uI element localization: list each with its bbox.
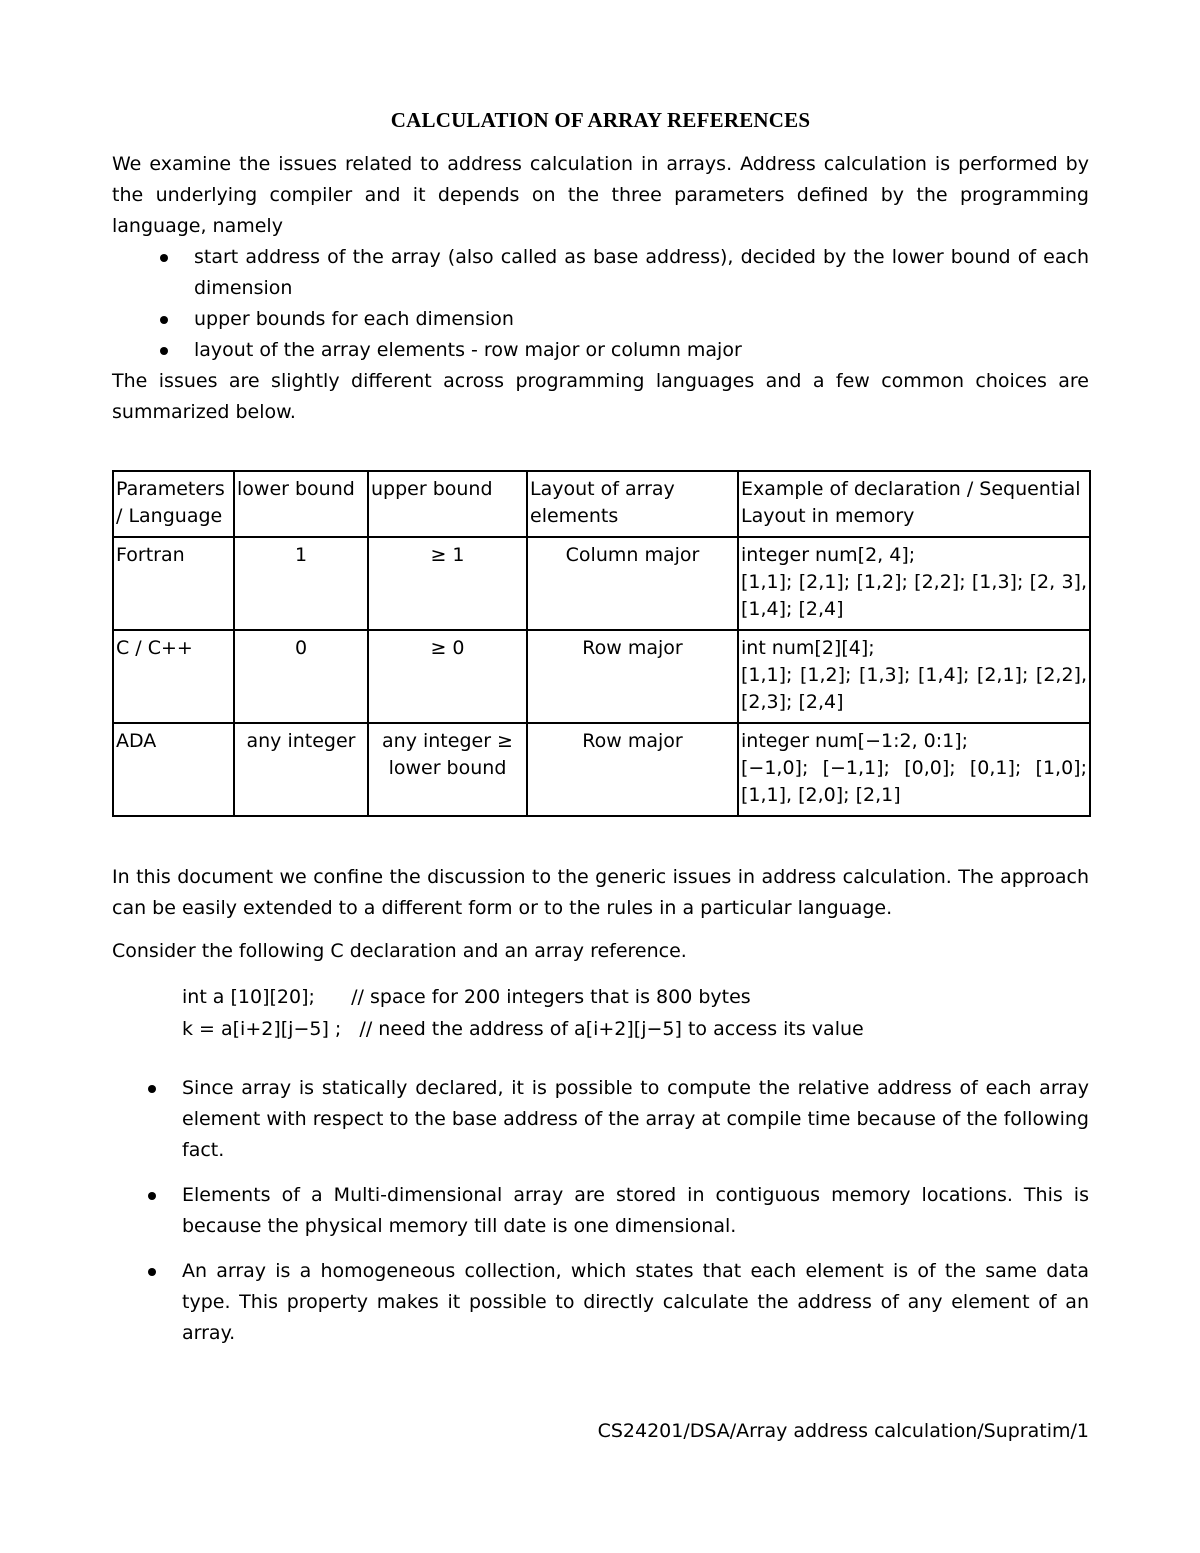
list-item: layout of the array elements - row major or column major: [194, 335, 1089, 366]
list-item: upper bounds for each dimension: [194, 304, 1089, 335]
page-footer: CS24201/DSA/Array address calculation/Supratim/1: [597, 1420, 1089, 1442]
language-comparison-table: [112, 470, 1091, 817]
upper-bound-cell: ≥ 0: [368, 630, 527, 723]
header-cell: Parameters / Language: [113, 471, 234, 537]
language-cell: Fortran: [113, 537, 234, 630]
lower-bound-cell: 1: [234, 537, 368, 630]
list-item: An array is a homogeneous collection, which states that each element is of the same data type. This property makes it possible to directly calculate the address of any element of an array.: [182, 1256, 1089, 1349]
declaration-text: integer num[−1:2, 0:1];: [741, 730, 969, 752]
parameter-list: [112, 242, 1089, 366]
header-cell: Example of declaration / Sequential Layout in memory: [738, 471, 1090, 537]
summary-paragraph: The issues are slightly different across programming languages and a few common choices are summarized below.: [112, 370, 1089, 423]
language-cell: C / C++: [113, 630, 234, 723]
upper-bound-cell: ≥ 1: [368, 537, 527, 630]
document-page: [112, 108, 1089, 1363]
lower-bound-cell: 0: [234, 630, 368, 723]
intro-paragraph: We examine the issues related to address calculation in arrays. Address calculation is performed by the underlying compiler and it depends on the three parameters defined by the programming language, namely: [112, 153, 1089, 237]
example-cell: [738, 630, 1090, 723]
code-line-declaration: int a [10][20]; // space for 200 integers that is 800 bytes: [182, 986, 751, 1008]
sequence-text: [−1,0]; [−1,1]; [0,0]; [0,1]; [1,0]; [1,1], [2,0]; [2,1]: [741, 757, 1087, 806]
layout-cell: Row major: [527, 630, 738, 723]
table-header-row: [113, 471, 1090, 537]
upper-bound-cell: any integer ≥ lower bound: [368, 723, 527, 816]
language-cell: ADA: [113, 723, 234, 816]
header-cell: Layout of array elements: [527, 471, 738, 537]
table-row: [113, 630, 1090, 723]
confine-paragraph: In this document we confine the discussion to the generic issues in address calculation. The approach can be easily extended to a different form or to the rules in a particular language.: [112, 866, 1089, 919]
list-item: start address of the array (also called as base address), decided by the lower bound of each dimension: [194, 242, 1089, 304]
code-line-reference: k = a[i+2][j−5] ; // need the address of a[i+2][j−5] to access its value: [182, 1018, 864, 1040]
lower-bound-cell: any integer: [234, 723, 368, 816]
declaration-text: int num[2][4];: [741, 637, 875, 659]
layout-cell: Column major: [527, 537, 738, 630]
example-cell: [738, 537, 1090, 630]
list-item: Since array is statically declared, it is possible to compute the relative address of each array element with respect to the base address of the array at compile time because of the following fact.: [182, 1073, 1089, 1166]
list-item: Elements of a Multi-dimensional array are stored in contiguous memory locations. This is because the physical memory till date is one dimensional.: [182, 1180, 1089, 1242]
header-cell: upper bound: [368, 471, 527, 537]
code-example: [112, 981, 1089, 1045]
table-row: [113, 723, 1090, 816]
example-cell: [738, 723, 1090, 816]
declaration-text: integer num[2, 4];: [741, 544, 916, 566]
sequence-text: [1,1]; [2,1]; [1,2]; [2,2]; [1,3]; [2, 3], [1,4]; [2,4]: [741, 571, 1087, 620]
header-cell: lower bound: [234, 471, 368, 537]
facts-list: [112, 1073, 1089, 1349]
layout-cell: Row major: [527, 723, 738, 816]
table-row: [113, 537, 1090, 630]
page-title: CALCULATION OF ARRAY REFERENCES: [390, 108, 811, 132]
consider-paragraph: Consider the following C declaration and an array reference.: [112, 940, 687, 962]
sequence-text: [1,1]; [1,2]; [1,3]; [1,4]; [2,1]; [2,2], [2,3]; [2,4]: [741, 664, 1087, 713]
